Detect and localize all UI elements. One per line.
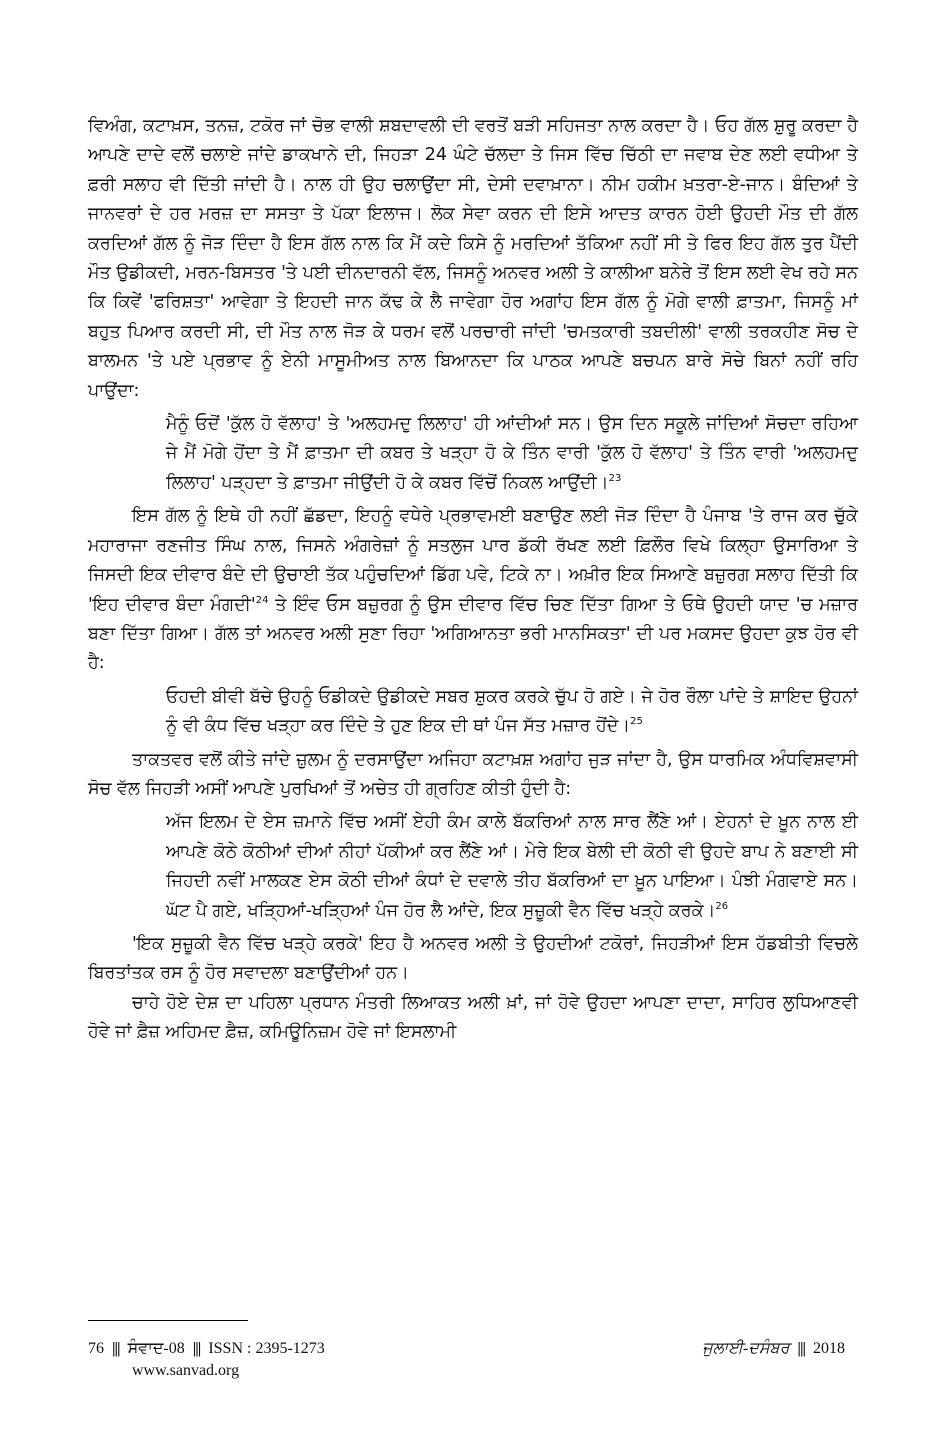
block-quote-3: ਅੱਜ ਇਲਮ ਦੇ ਏਸ ਜ਼ਮਾਨੇ ਵਿੱਚ ਅਸੀਂ ਏਹੀ ਕੰਮ ਕਾਲੇ ਬੱਕਰਿਆਂ ਨਾਲ ਸਾਰ ਲੈਂਣੇ ਆਂ। ਏਹਨਾਂ ਦੇ ਖ਼ੂਨ ਨਾਲ ਈ ਆਪਣੇ ਕੋਠੇ ਕੋਠੀਆਂ ਦੀਆਂ ਨੀਹਾਂ ਪੱਕੀਆਂ ਕਰ ਲੈਂਣੇ ਆਂ। ਮੇਰੇ ਇਕ ਬੇਲੀ ਦੀ ਕੋਠੀ ਵੀ ਉਹਦੇ ਬਾਪ ਨੇ ਬਣਾਈ ਸੀ ਜਿਹਦੀ ਨਵੀਂ ਮਾਲਕਣ ਏਸ ਕੋਠੀ ਦੀਆਂ ਕੰਧਾਂ ਦੇ ਦਵਾਲੇ ਤੀਹ ਬੱਕਰਿਆਂ ਦਾ ਖ਼ੂਨ ਪਾਇਆ। ਪੰਝੀ ਮੰਗਵਾਏ ਸਨ। ਘੱਟ ਪੈ ਗਏ, ਖੜ੍ਹਿਆਂ-ਖੜ੍ਹਿਆਂ ਪੰਜ ਹੋਰ ਲੈ ਆਂਦੇ, ਇਕ ਸੁਜ਼ੂਕੀ ਵੈਨ ਵਿੱਚ ਖੜ੍ਹੇ ਕਰਕੇ।$^{26}$ — [166, 812, 858, 921]
footer-divider — [88, 1320, 248, 1321]
paragraph-2: ਇਸ ਗੱਲ ਨੂੰ ਇਥੇ ਹੀ ਨਹੀਂ ਛੱਡਦਾ, ਇਹਨੂੰ ਵਧੇਰੇ ਪ੍ਰਭਾਵਮਈ ਬਣਾਉਣ ਲਈ ਜੋੜ ਦਿੰਦਾ ਹੈ ਪੰਜਾਬ 'ਤੇ ਰਾਜ ਕਰ ਚੁੱਕੇ ਮਹਾਰਾਜਾ ਰਣਜੀਤ ਸਿੰਘ ਨਾਲ, ਜਿਸਨੇ ਅੰਗਰੇਜ਼ਾਂ ਨੂੰ ਸਤਲੁਜ ਪਾਰ ਡੱਕੀ ਰੱਖਣ ਲਈ ਫ਼ਿਲੌਰ ਵਿਖੇ ਕਿਲ੍ਹਾ ਉਸਾਰਿਆ ਤੇ ਜਿਸਦੀ ਇਕ ਦੀਵਾਰ ਬੰਦੇ ਦੀ ਉਚਾਈ ਤੱਕ ਪਹੁੰਚਦਿਆਂ ਡਿੱਗ ਪਵੇ, ਟਿਕੇ ਨਾ। ਅਖ਼ੀਰ ਇਕ ਸਿਆਣੇ ਬਜ਼ੁਰਗ ਸਲਾਹ ਦਿੱਤੀ ਕਿ 'ਇਹ ਦੀਵਾਰ ਬੰਦਾ $ਮੰਗਦੀ'^{24}$ ਤੇ ਇੰਵ ਓਸ ਬਜ਼ੁਰਗ ਨੂੰ ਉਸ ਦੀਵਾਰ ਵਿੱਚ ਚਿਣ ਦਿੱਤਾ ਗਿਆ ਤੇ ਓਥੇ ਉਹਦੀ ਯਾਦ 'ਚ ਮਜ਼ਾਰ ਬਣਾ ਦਿੱਤਾ ਗਿਆ। ਗੱਲ ਤਾਂ ਅਨਵਰ ਅਲੀ ਸੁਣਾ ਰਿਹਾ 'ਅਗਿਆਨਤਾ ਭਰੀ ਮਾਨਸਿਕਤਾ' ਦੀ ਪਰ ਮਕਸਦ ਉਹਦਾ ਕੁਝ ਹੋਰ ਵੀ ਹੈ: — [88, 506, 859, 674]
footer-right — [702, 1340, 845, 1358]
separator-bars: ||| — [797, 1340, 805, 1357]
paragraph-1: ਵਿਅੰਗ, ਕਟਾਖ਼ਸ, ਤਨਜ਼, ਟਕੋਰ ਜਾਂ ਚੋਭ ਵਾਲੀ ਸ਼ਬਦਾਵਲੀ ਦੀ ਵਰਤੋਂ ਬੜੀ ਸਹਿਜਤਾ ਨਾਲ ਕਰਦਾ ਹੈ। ਓਹ ਗੱਲ ਸ਼ੁਰੂ ਕਰਦਾ ਹੈ ਆਪਣੇ ਦਾਦੇ ਵਲੋਂ ਚਲਾਏ ਜਾਂਦੇ ਡਾਕਖਾਨੇ ਦੀ, ਜਿਹੜਾ 24 ਘੰਟੇ ਚੱਲਦਾ ਤੇ ਜਿਸ ਵਿੱਚ ਚਿੱਠੀ ਦਾ ਜਵਾਬ ਦੇਣ ਲਈ ਵਧੀਆ ਤੇ ਫ਼ਰੀ ਸਲਾਹ ਵੀ ਦਿੱਤੀ ਜਾਂਦੀ ਹੈ। ਨਾਲ ਹੀ ਉਹ ਚਲਾਉਂਦਾ ਸੀ, ਦੇਸੀ ਦਵਾਖ਼ਾਨਾ। ਨੀਮ ਹਕੀਮ ਖ਼ਤਰਾ-ਏ-ਜਾਨ। ਬੰਦਿਆਂ ਤੇ ਜਾਨਵਰਾਂ ਦੇ ਹਰ ਮਰਜ਼ ਦਾ ਸਸਤਾ ਤੇ ਪੱਕਾ ਇਲਾਜ। ਲੋਕ ਸੇਵਾ ਕਰਨ ਦੀ ਇਸੇ ਆਦਤ ਕਾਰਨ ਹੋਈ ਉਹਦੀ ਮੌਤ ਦੀ ਗੱਲ ਕਰਦਿਆਂ ਗੱਲ ਨੂੰ ਜੋੜ ਦਿੰਦਾ ਹੈ ਇਸ ਗੱਲ ਨਾਲ ਕਿ ਮੈਂ ਕਦੇ ਕਿਸੇ ਨੂੰ ਮਰਦਿਆਂ ਤੱਕਿਆ ਨਹੀਂ ਸੀ ਤੇ ਫਿਰ ਇਹ ਗੱਲ ਤੁਰ ਪੈਂਦੀ ਮੌਤ ਉਡੀਕਦੀ, ਮਰਨ-ਬਿਸਤਰ 'ਤੇ ਪਈ ਦੀਨਦਾਰਨੀ ਵੱਲ, ਜਿਸਨੂੰ ਅਨਵਰ ਅਲੀ ਤੇ ਕਾਲੀਆ ਬਨੇਰੇ ਤੋਂ ਇਸ ਲਈ ਵੇਖ ਰਹੇ ਸਨ ਕਿ ਕਿਵੇਂ 'ਫਰਿਸ਼ਤਾ' ਆਵੇਗਾ ਤੇ ਇਹਦੀ ਜਾਨ ਕੱਢ ਕੇ ਲੈ ਜਾਵੇਗਾ ਹੋਰ ਅਗਾਂਹ ਇਸ ਗੱਲ ਨੂੰ ਮੋਗੇ ਵਾਲੀ ਫ਼ਾਤਮਾ, ਜਿਸਨੂੰ ਮਾਂ ਬਹੁਤ ਪਿਆਰ ਕਰਦੀ ਸੀ, ਦੀ ਮੌਤ ਨਾਲ ਜੋੜ ਕੇ ਧਰਮ ਵਲੋਂ ਪਰਚਾਰੀ ਜਾਂਦੀ 'ਚਮਤਕਾਰੀ ਤਬਦੀਲੀ' ਵਾਲੀ ਤਰਕਹੀਣ ਸੋਚ ਦੇ ਬਾਲਮਨ 'ਤੇ ਪਏ ਪ੍ਰਭਾਵ ਨੂੰ ਏਨੀ ਮਾਸੂਮੀਅਤ ਨਾਲ ਬਿਆਨਦਾ ਕਿ ਪਾਠਕ ਆਪਣੇ ਬਚਪਨ ਬਾਰੇ ਸੋਚੇ ਬਿਨਾਂ ਨਹੀਂ ਰਹਿ ਪਾਉਂਦਾ: — [88, 116, 858, 401]
page-number: 76 — [88, 1340, 104, 1357]
website-link[interactable]: www.sanvad.org — [132, 1362, 240, 1379]
footnote-ref-24: 24 — [255, 594, 269, 606]
footnote-ref-23: 23 — [608, 473, 622, 485]
paragraph-5: ਚਾਹੇ ਹੋਏ ਦੇਸ਼ ਦਾ ਪਹਿਲਾ ਪ੍ਰਧਾਨ ਮੰਤਰੀ ਲਿਆਕਤ ਅਲੀ ਖ਼ਾਂ, ਜਾਂ ਹੋਵੇ ਉਹਦਾ ਆਪਣਾ ਦਾਦਾ, ਸਾਹਿਰ ਲੁਧਿਆਣਵੀ ਹੋਵੇ ਜਾਂ ਫ਼ੈਜ਼ ਅਹਿਮਦ ਫ਼ੈਜ਼, ਕਮਿਊਨਿਜ਼ਮ ਹੋਵੇ ਜਾਂ ਇਸਲਾਮੀ — [88, 992, 858, 1043]
paragraph-4: 'ਇਕ ਸੁਜ਼ੂਕੀ ਵੈਨ ਵਿੱਚ ਖੜ੍ਹੇ ਕਰਕੇ' ਇਹ ਹੈ ਅਨਵਰ ਅਲੀ ਤੇ ਉਹਦੀਆਂ ਟਕੋਰਾਂ, ਜਿਹੜੀਆਂ ਇਸ ਹੱਡਬੀਤੀ ਵਿਚਲੇ ਬਿਰਤਾਂਤਕ ਰਸ ਨੂੰ ਹੋਰ ਸਵਾਦਲਾ ਬਣਾਉਂਦੀਆਂ ਹਨ। — [88, 933, 858, 984]
block-quote-1: ਮੈਨੂੰ ਓਦੋਂ 'ਕੁੱਲ ਹੋ ਵੱਲਾਹ' ਤੇ 'ਅਲਹਮਦੁ ਲਿਲਾਹ' ਹੀ ਆਂਦੀਆਂ ਸਨ। ਉਸ ਦਿਨ ਸਕੂਲੇ ਜਾਂਦਿਆਂ ਸੋਚਦਾ ਰਹਿਆ ਜੇ ਮੈਂ ਮੋਗੇ ਹੋਂਦਾ ਤੇ ਮੈਂ ਫ਼ਾਤਮਾ ਦੀ ਕਬਰ ਤੇ ਖੜ੍ਹਾ ਹੋ ਕੇ ਤਿੰਨ ਵਾਰੀ 'ਕੁੱਲ ਹੋ ਵੱਲਾਹ' ਤੇ ਤਿੰਨ ਵਾਰੀ 'ਅਲਹਮਦੁ ਲਿਲਾਹ' ਪੜ੍ਹਦਾ ਤੇ ਫ਼ਾਤਮਾ ਜੀਉਂਦੀ ਹੋ ਕੇ ਕਬਰ ਵਿੱਚੋਂ ਨਿਕਲ ਆਉਂਦੀ।$^{23}$ — [166, 414, 858, 493]
page-body — [88, 112, 858, 1048]
footer-left — [88, 1340, 325, 1358]
separator-bars: ||| — [112, 1340, 120, 1357]
journal-issue: ਸੰਵਾਦ-08 — [127, 1340, 185, 1357]
separator-bars: ||| — [192, 1340, 201, 1357]
footnote-ref-26: 26 — [715, 900, 729, 912]
issue-year: 2018 — [813, 1340, 845, 1357]
paragraph-3: ਤਾਕਤਵਰ ਵਲੋਂ ਕੀਤੇ ਜਾਂਦੇ ਜ਼ੁਲਮ ਨੂੰ ਦਰਸਾਉਂਦਾ ਅਜਿਹਾ ਕਟਾਖ਼ਸ਼ ਅਗਾਂਹ ਜੁੜ ਜਾਂਦਾ ਹੈ, ਉਸ ਧਾਰਮਿਕ ਅੰਧਵਿਸ਼ਵਾਸੀ ਸੋਚ ਵੱਲ ਜਿਹੜੀ ਅਸੀਂ ਆਪਣੇ ਪੁਰਖਿਆਂ ਤੋਂ ਅਚੇਤ ਹੀ ਗ੍ਰਹਿਣ ਕੀਤੀ ਹੁੰਦੀ ਹੈ: — [88, 749, 858, 799]
issn: ISSN : 2395-1273 — [208, 1340, 325, 1357]
block-quote-2: ਓਹਦੀ ਬੀਵੀ ਬੱਚੇ ਉਹਨੂੰ ਓਡੀਕਦੇ ਉਡੀਕਦੇ ਸਬਰ ਸ਼ੁਕਰ ਕਰਕੇ ਚੁੱਪ ਹੋ ਗਏ। ਜੇ ਹੋਰ ਰੌਲਾ ਪਾਂਦੇ ਤੇ ਸ਼ਾਇਦ ਉਹਨਾਂ ਨੂੰ ਵੀ ਕੰਧ ਵਿੱਚ ਖੜ੍ਹਾ ਕਰ ਦਿੰਦੇ ਤੇ ਹੁਣ ਇਕ ਦੀ ਥਾਂ ਪੰਜ ਸੱਤ ਮਜ਼ਾਰ ਹੋਂਦੇ।$^{25}$ — [166, 686, 858, 737]
issue-period: ਜੁਲਾਈ-ਦਸੰਬਰ — [702, 1340, 790, 1357]
footnote-ref-25: 25 — [630, 716, 643, 728]
